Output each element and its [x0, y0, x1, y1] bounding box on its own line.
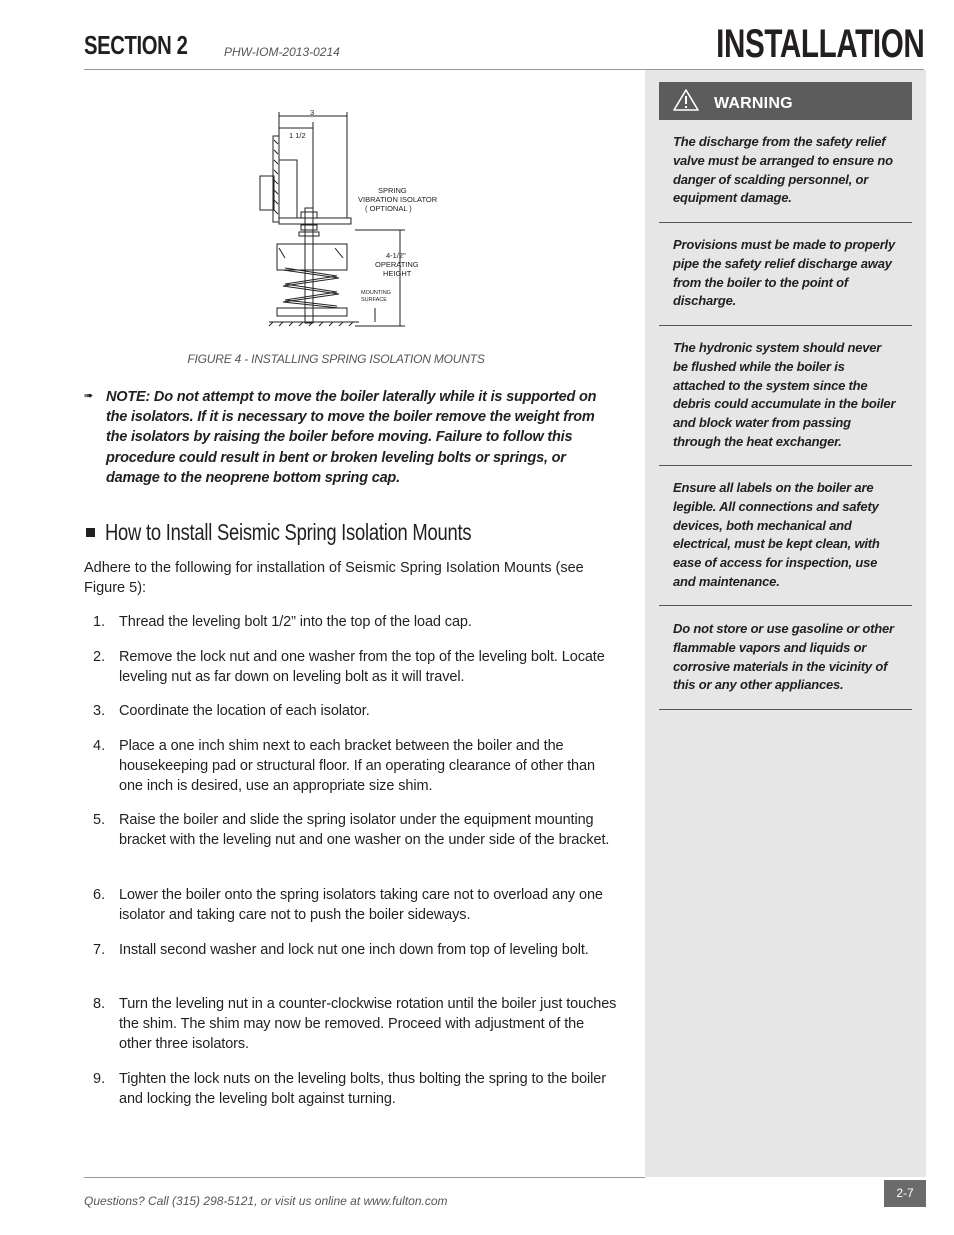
figure-label-dim-top: 3 [310, 108, 315, 117]
warning-text: Provisions must be made to properly pipe the safety relief discharge away from the boiler to the point of discharge. [673, 237, 895, 309]
step-number: 3. [93, 703, 106, 719]
step-number: 4. [93, 738, 106, 754]
step-text: Raise the boiler and slide the spring isolator under the equipment mounting bracket with the leveling nut and one washer on the under side of the bracket. [119, 812, 610, 849]
warning-header [659, 82, 912, 120]
warning-triangle-icon [673, 89, 699, 111]
warning-text: Ensure all labels on the boiler are legible. All connections and safety devices, both mechanical and electrical, must be kept clean, with ease of access for inspection, use and maintenance. [673, 480, 880, 589]
step-number: 8. [93, 996, 106, 1012]
step-text: Coordinate the location of each isolator. [119, 703, 370, 719]
footer-contact: Questions? Call (315) 298-5121, or visit us online at www.fulton.com [84, 1194, 448, 1208]
step-number: 6. [93, 887, 106, 903]
step-number: 1. [93, 614, 106, 630]
intro-paragraph: Adhere to the following for installation of Seismic Spring Isolation Mounts (see Figure 5): [84, 560, 584, 597]
footer-divider [84, 1177, 645, 1178]
note-block [84, 387, 604, 488]
figure-label-dim-half: 1 1/2 [289, 131, 306, 140]
warning-text: Do not store or use gasoline or other flammable vapors and liquids or corrosive materials in the vicinity of this or any other appliances. [673, 621, 894, 693]
step-text: Tighten the lock nuts on the leveling bolts, thus bolting the spring to the boiler and locking the leveling bolt against turning. [119, 1071, 606, 1108]
warning-label: WARNING [714, 95, 793, 112]
step-text: Place a one inch shim next to each bracket between the boiler and the housekeeping pad or structural floor. If an operating clearance of other than one inch is desired, use an appropriate size shim. [119, 738, 595, 795]
warning-item [659, 479, 912, 606]
figure-label-height-1: 4-1/2" [386, 251, 406, 260]
step-text: Lower the boiler onto the spring isolators taking care not to overload any one isolator and taking care not to push the boiler sideways. [119, 887, 603, 924]
warning-text: The hydronic system should never be flushed while the boiler is attached to the system since the debris could accumulate in the boiler and block water from passing through the heat exchanger. [673, 340, 896, 449]
figure-label-isolator-3: ( OPTIONAL ) [365, 204, 412, 213]
note-text: NOTE: Do not attempt to move the boiler laterally while it is supported on the isolators. If it is necessary to move the boiler remove the weight from the isolators by raising the boiler before moving. Failure to follow this procedure could result in bent or broken leveling bolts or springs, or damage to the neoprene bottom spring cap. [106, 389, 597, 486]
step-number: 2. [93, 649, 106, 665]
figure-caption: FIGURE 4 - INSTALLING SPRING ISOLATION MOUNTS [187, 352, 485, 366]
figure-label-height-2: OPERATING [375, 260, 419, 269]
warning-text: The discharge from the safety relief valve must be arranged to ensure no danger of scalding personnel, or equipment damage. [673, 134, 893, 206]
figure-label-surface-2: SURFACE [361, 297, 387, 303]
square-bullet-icon [86, 528, 95, 537]
figure-label-isolator-1: SPRING [378, 186, 407, 195]
section-heading-text: How to Install Seismic Spring Isolation Mounts [105, 519, 472, 545]
step-text: Thread the leveling bolt 1/2” into the top of the load cap. [119, 614, 472, 630]
section-label: SECTION 2 [84, 30, 188, 60]
figure-label-surface-1: MOUNTING [361, 290, 391, 296]
document-number: PHW-IOM-2013-0214 [224, 45, 340, 59]
step-number: 7. [93, 942, 106, 958]
page-number: 2-7 [884, 1180, 926, 1207]
figure-label-isolator-2: VIBRATION ISOLATOR [358, 195, 438, 204]
spring-isolator-diagram [255, 108, 455, 330]
warning-item [659, 236, 912, 326]
step-text: Turn the leveling nut in a counter-clockwise rotation until the boiler just touches the shim. The shim may now be removed. Proceed with adjustment of the other three isolators. [119, 996, 617, 1053]
step-text: Install second washer and lock nut one inch down from top of leveling bolt. [119, 942, 589, 958]
warning-item [659, 133, 912, 223]
figure-label-height-3: HEIGHT [383, 269, 412, 278]
step-number: 9. [93, 1071, 106, 1087]
page-title: INSTALLATION [715, 22, 924, 66]
warning-item [659, 620, 912, 710]
step-number: 5. [93, 812, 106, 828]
pointer-arrow-icon: ➠ [84, 390, 94, 402]
warning-item [659, 339, 912, 466]
step-text: Remove the lock nut and one washer from the top of the leveling bolt. Locate leveling nut as far down on leveling bolt as it will travel. [119, 649, 605, 686]
